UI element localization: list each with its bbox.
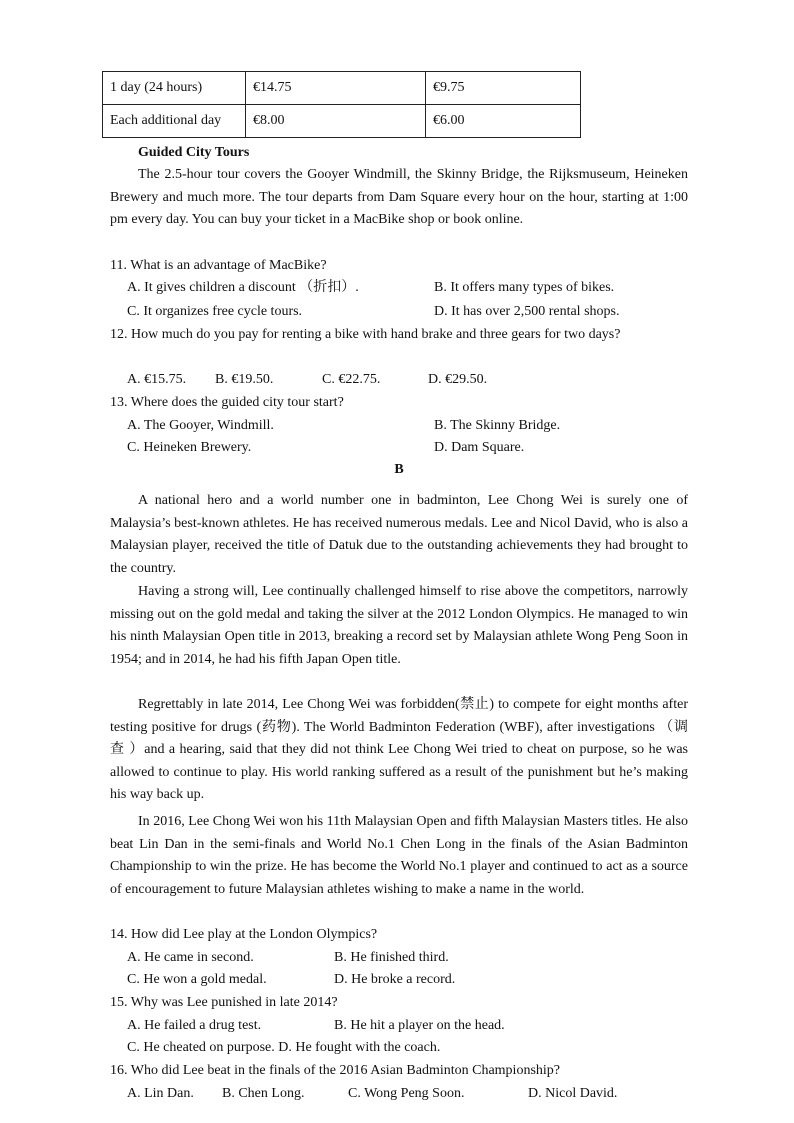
q13-option-d: D. Dam Square. (434, 440, 525, 455)
passage-paragraph-3: Regrettably in late 2014, Lee Chong Wei was forbidden(禁止) to compete for eight months after testing positive for drugs (药物). The World Badminton Federation (WBF), after investigations （调 查 ）and a hearing, said that they did not think Lee Chong Wei tried to cheat on purpose, so he was allowed to continue to play. His world ranking suffered as a result of the punishment but he’s making his way back up. (110, 697, 688, 803)
q13-option-c: C. Heineken Brewery. (127, 440, 252, 455)
q13-option-a: A. The Gooyer, Windmill. (127, 418, 274, 433)
question-13-stem: 13. Where does the guided city tour start? (110, 395, 344, 410)
section-b-heading: B (394, 462, 404, 477)
q16-option-c: C. Wong Peng Soon. (348, 1086, 465, 1101)
q11-option-b: B. It offers many types of bikes. (434, 280, 615, 295)
question-11-stem: 11. What is an advantage of MacBike? (110, 258, 327, 273)
q14-option-c: C. He won a gold medal. (127, 972, 267, 987)
table-cell: €6.00 (426, 105, 581, 138)
passage-paragraph-2: Having a strong will, Lee continually challenged himself to rise above the competitors, narrowly missing out on the gold medal and taking the silver at the 2012 London Olympics. He managed to win his ninth Malaysian Open title in 2013, breaking a record set by Malaysian athlete Wong Peng Soon in 1954; and in 2014, he had his fifth Japan Open title. (110, 584, 688, 667)
q15-option-b: B. He hit a player on the head. (334, 1018, 505, 1033)
question-15-stem: 15. Why was Lee punished in late 2014? (110, 995, 338, 1010)
q15-option-cd: C. He cheated on purpose. D. He fought with the coach. (127, 1040, 441, 1055)
price-table (102, 71, 581, 138)
table-row (103, 105, 581, 138)
tours-paragraph: The 2.5-hour tour covers the Gooyer Windmill, the Skinny Bridge, the Rijksmuseum, Heineken Brewery and much more. The tour departs from Dam Square every hour on the hour, starting at 1:00 pm every day. You can buy your ticket in a MacBike shop or book online. (110, 167, 688, 228)
table-cell: Each additional day (103, 105, 246, 138)
question-12-stem (110, 324, 684, 347)
q14-option-b: B. He finished third. (334, 950, 449, 965)
passage-paragraph-1: A national hero and a world number one in badminton, Lee Chong Wei is surely one of Malaysia’s best-known athletes. He has received numerous medals. Lee and Nicol David, who is also a Malaysian player, received the title of Datuk due to the outstanding achievements they had brought to the country. (110, 493, 688, 576)
table-cell: €14.75 (246, 72, 426, 105)
q15-option-a: A. He failed a drug test. (127, 1018, 262, 1033)
q16-option-b: B. Chen Long. (222, 1086, 305, 1101)
q14-option-d: D. He broke a record. (334, 972, 456, 987)
q16-option-a: A. Lin Dan. (127, 1086, 194, 1101)
q14-option-a: A. He came in second. (127, 950, 254, 965)
q11-option-a: A. It gives children a discount （折扣）. (127, 280, 359, 295)
q12-option-b: B. €19.50. (215, 372, 274, 387)
table-cell: 1 day (24 hours) (103, 72, 246, 105)
q13-option-b: B. The Skinny Bridge. (434, 418, 561, 433)
q11-option-d: D. It has over 2,500 rental shops. (434, 304, 620, 319)
q11-option-c: C. It organizes free cycle tours. (127, 304, 303, 319)
q12-option-d: D. €29.50. (428, 372, 488, 387)
question-16-stem: 16. Who did Lee beat in the finals of the 2016 Asian Badminton Championship? (110, 1063, 561, 1078)
q16-option-d: D. Nicol David. (528, 1086, 618, 1101)
table-cell: €8.00 (246, 105, 426, 138)
passage-paragraph-4: In 2016, Lee Chong Wei won his 11th Malaysian Open and fifth Malaysian Masters titles. He also beat Lin Dan in the semi-finals and World No.1 Chen Long in the finals of the Asian Badminton Championship to win the prize. He has become the World No.1 player and continued to act as a source of encouragement to future Malaysian athletes wishing to make a name in the world. (110, 814, 688, 897)
tours-heading: Guided City Tours (138, 145, 250, 160)
question-14-stem: 14. How did Lee play at the London Olympics? (110, 927, 378, 942)
q12-option-a: A. €15.75. (127, 372, 187, 387)
q12-option-c: C. €22.75. (322, 372, 381, 387)
table-row (103, 72, 581, 105)
question-12-text: 12. How much do you pay for renting a bike with hand brake and three gears for two days? (110, 327, 621, 342)
table-cell: €9.75 (426, 72, 581, 105)
